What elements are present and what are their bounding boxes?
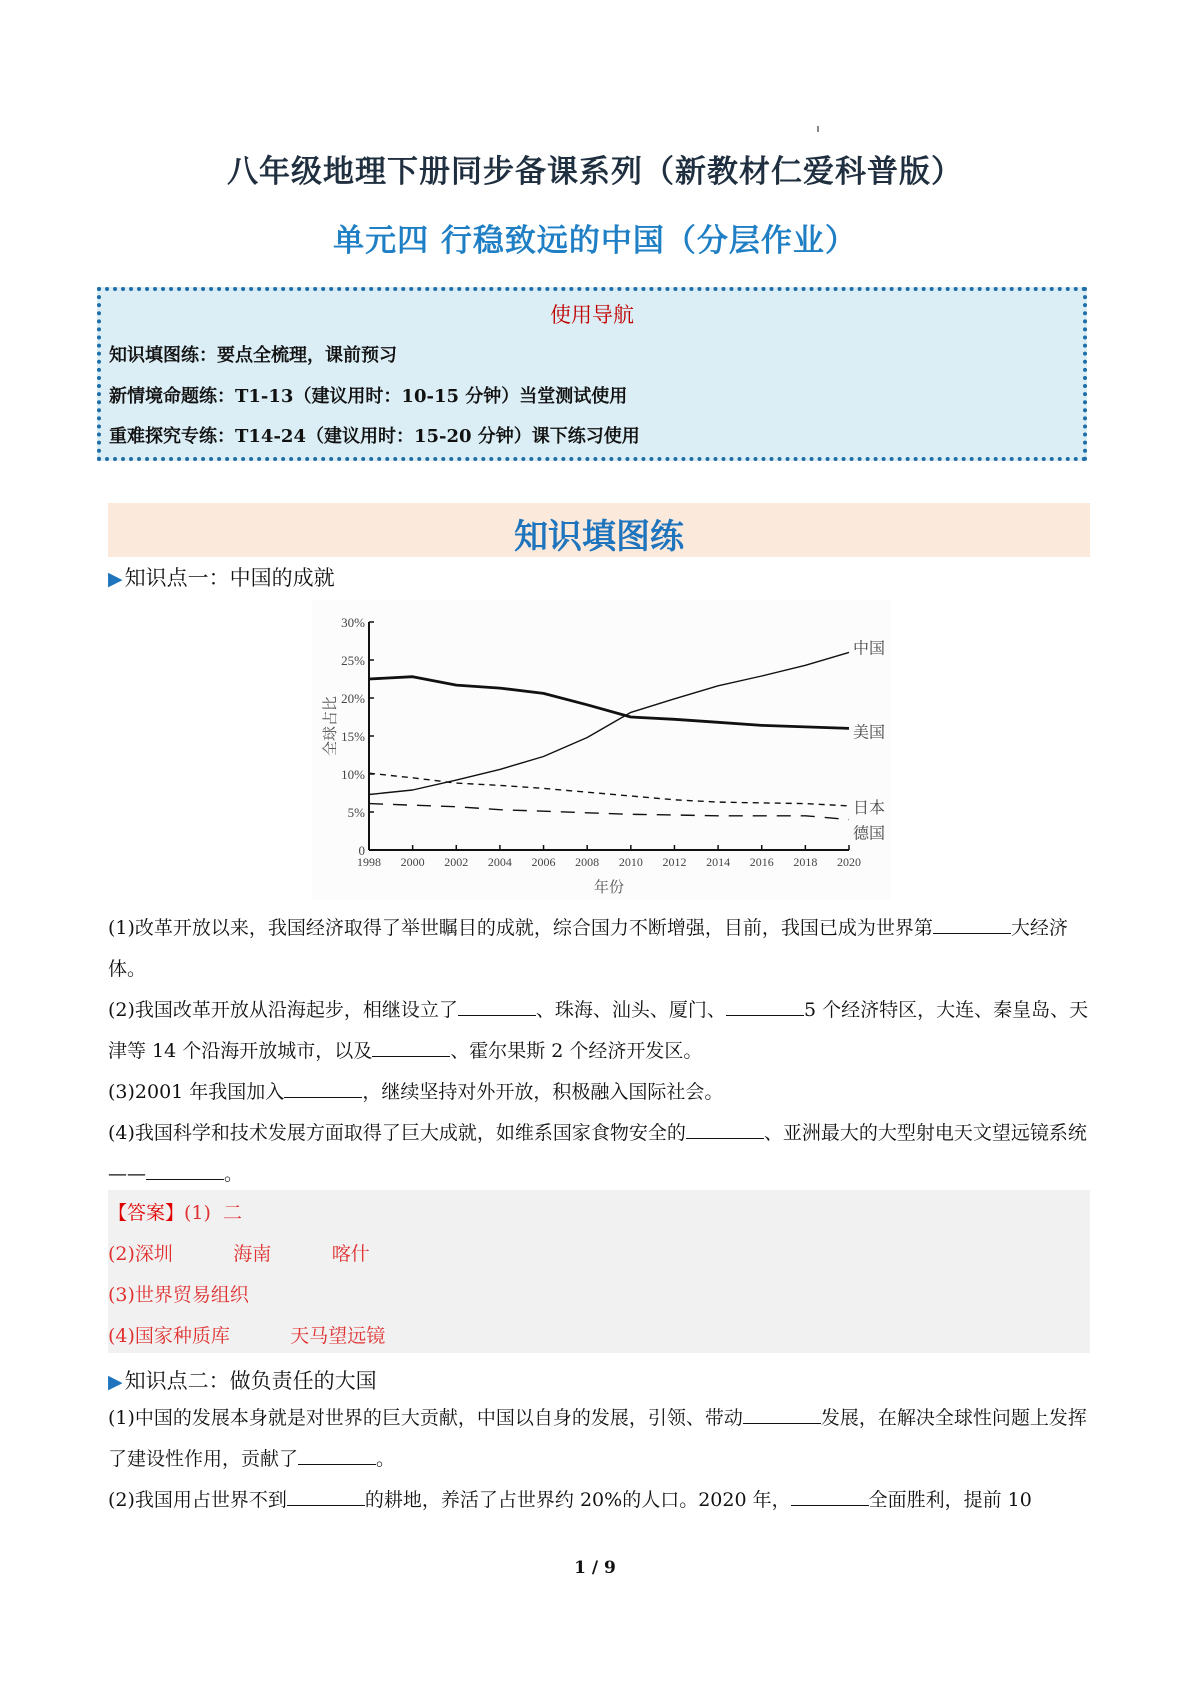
answer-line-2: (2)深圳 海南 喀什 [108,1243,370,1265]
kp1-question-4 [108,1113,1093,1195]
question-text: 、亚洲最大的大型射电天文望远镜系统—— [108,1122,1087,1185]
section-title: 知识填图练 [514,517,684,557]
question-text: (3)2001 年我国加入 [108,1081,285,1103]
question-text: 、珠海、汕头、厦门、 [535,999,726,1021]
fill-in-blank[interactable] [372,1036,450,1057]
series-label: 日本 [853,797,886,817]
question-text: ，继续坚持对外开放，积极融入国际社会。 [362,1081,724,1103]
question-text: (4)我国科学和技术发展方面取得了巨大成就，如维系国家食物安全的 [108,1122,686,1144]
question-text: (1)中国的发展本身就是对世界的巨大贡献，中国以自身的发展，引领、带动 [108,1407,743,1429]
kp1-question-1 [108,908,1093,990]
x-tick-label: 1998 [357,855,381,869]
kp1-question-3 [108,1072,1093,1113]
gdp-share-line-chart [312,600,890,900]
scan-mark [817,126,819,132]
y-tick-label: 5% [347,805,365,820]
question-text: 5 个经济特区，大连、秦皇岛、天津等 14 个沿海开放城市，以及 [108,999,1089,1062]
kp2-question-1 [108,1398,1093,1480]
x-tick-label: 2002 [444,855,469,869]
nav-line-difficult: 重难探究专练：T14-24（建议用时：15-20 分钟）课下练习使用 [109,426,640,447]
y-tick-label: 30% [341,615,365,630]
question-text: 发展，在解决全球性问题上发挥了建设性作用，贡献了 [108,1407,1087,1470]
question-text: 。 [376,1448,396,1470]
question-text: 的耕地，养活了占世界约 20%的人口。2020 年， [364,1489,791,1511]
question-text: 。 [224,1163,244,1185]
document-title: 八年级地理下册同步备课系列（新教材仁爱科普版） [227,154,963,190]
x-tick-label: 2004 [487,855,512,869]
question-text: 、霍尔果斯 2 个经济开发区。 [450,1040,703,1062]
fill-in-blank[interactable] [298,1444,376,1465]
fill-in-blank[interactable] [146,1159,224,1180]
answer-box [108,1190,1090,1353]
nav-title: 使用导航 [550,303,634,327]
section-header [108,503,1090,557]
answer-line-1: 【答案】(1) 二 [108,1202,243,1224]
x-axis-label: 年份 [593,878,625,896]
question-text: (2)我国改革开放从沿海起步，相继设立了 [108,999,458,1021]
triangle-marker-icon: ▶ [108,568,123,590]
knowledge-point-label: 知识点二：做负责任的大国 [124,1369,377,1393]
nav-line-new-context: 新情境命题练：T1-13（建议用时：10-15 分钟）当堂测试使用 [109,386,628,407]
knowledge-point-label: 知识点一：中国的成就 [124,566,335,590]
knowledge-point-2-heading [108,1365,377,1395]
y-axis-label: 全球占比 [321,695,339,757]
page-number: 1 / 9 [574,1558,616,1578]
question-text: (1)改革开放以来，我国经济取得了举世瞩目的成就，综合国力不断增强，目前，我国已成为世界第 [108,917,933,939]
question-text: 大经济体。 [108,917,1068,980]
series-label: 德国 [853,823,886,843]
x-tick-label: 2010 [618,855,643,869]
x-tick-label: 2000 [400,855,425,869]
nav-line-knowledge: 知识填图练：要点全梳理，课前预习 [109,345,397,366]
fill-in-blank[interactable] [791,1485,869,1506]
x-tick-label: 2020 [837,855,861,869]
fill-in-blank[interactable] [933,913,1011,934]
x-tick-label: 2006 [531,855,556,869]
question-text: (2)我国用占世界不到 [108,1489,287,1511]
x-tick-label: 2014 [706,855,731,869]
usage-navigation-box [97,287,1087,461]
answer-line-3: (3)世界贸易组织 [108,1284,249,1306]
fill-in-blank[interactable] [284,1077,362,1098]
question-text: 全面胜利，提前 10 [868,1489,1032,1511]
fill-in-blank[interactable] [743,1403,821,1424]
x-tick-label: 2016 [749,855,774,869]
fill-in-blank[interactable] [686,1118,764,1139]
series-label: 美国 [853,722,886,742]
series-label: 中国 [853,638,886,658]
triangle-marker-icon: ▶ [108,1371,123,1393]
y-tick-label: 0 [358,843,365,858]
fill-in-blank[interactable] [287,1485,365,1506]
kp2-question-2 [108,1480,1093,1521]
y-tick-label: 25% [341,653,365,668]
x-tick-label: 2018 [793,855,818,869]
fill-in-blank[interactable] [726,995,804,1016]
knowledge-point-1-heading [108,562,335,592]
unit-title: 单元四 行稳致远的中国（分层作业） [333,223,857,259]
answer-line-4: (4)国家种质库 天马望远镜 [108,1325,386,1347]
y-tick-label: 20% [341,691,365,706]
y-tick-label: 15% [341,729,365,744]
answer-label: 【答案】 [108,1202,185,1224]
kp1-question-2 [108,990,1093,1072]
fill-in-blank[interactable] [458,995,536,1016]
x-tick-label: 2012 [662,855,687,869]
x-tick-label: 2008 [575,855,600,869]
y-tick-label: 10% [341,767,365,782]
